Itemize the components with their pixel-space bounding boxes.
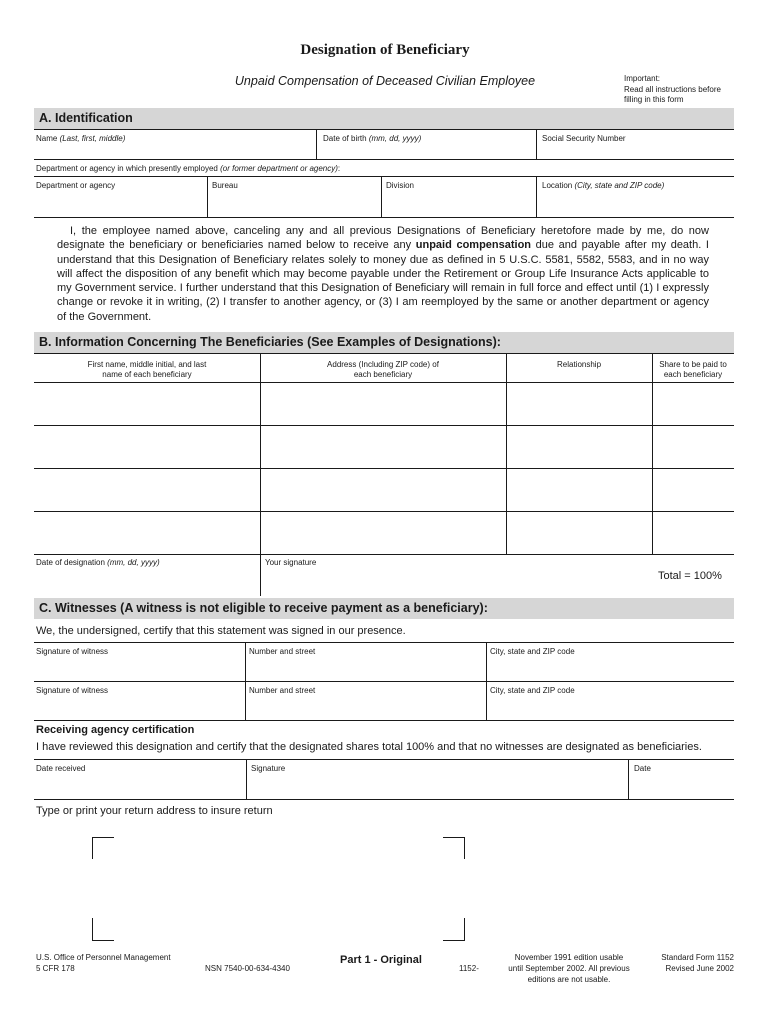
column-header-address [260, 360, 506, 380]
certification-heading: Receiving agency certification [36, 724, 195, 736]
divider [34, 129, 734, 130]
column-header-name [34, 360, 260, 380]
footer-edition-line-2: until September 2002. All previous [508, 964, 630, 973]
footer-standard-form [648, 952, 734, 974]
corner-mark [92, 837, 93, 859]
divider [260, 554, 261, 596]
divider [536, 129, 537, 159]
section-a-heading: A. Identification [34, 108, 734, 129]
name-field-label: Name (Last, first, middle) [36, 134, 126, 143]
your-signature-label: Your signature [265, 558, 317, 567]
divider [536, 176, 537, 217]
column-header-name-line-2: name of each beneficiary [102, 370, 192, 379]
witness-2-street-field[interactable] [248, 698, 484, 718]
total-percentage: Total = 100% [658, 570, 722, 582]
divider [246, 759, 247, 799]
corner-mark [443, 837, 465, 838]
corner-mark [92, 940, 114, 941]
column-header-address-line-1: Address (Including ZIP code) of [327, 360, 439, 369]
divider [34, 642, 734, 643]
column-header-share-line-1: Share to be paid to [659, 360, 727, 369]
division-field[interactable] [384, 193, 534, 215]
beneficiary-relationship-field[interactable] [508, 470, 650, 510]
department-field[interactable] [36, 193, 205, 215]
column-header-address-line-2: each beneficiary [353, 370, 413, 379]
column-header-share-line-2: each beneficiary [663, 370, 723, 379]
witness-2-signature-label: Signature of witness [36, 686, 109, 695]
divider [34, 159, 734, 160]
footer-sf-line-1: Standard Form 1152 [661, 953, 734, 962]
ssn-field-label: Social Security Number [542, 134, 626, 143]
beneficiary-share-field[interactable] [654, 384, 732, 424]
beneficiary-name-field[interactable] [36, 384, 258, 424]
beneficiary-address-field[interactable] [262, 384, 504, 424]
witness-1-signature-label: Signature of witness [36, 647, 109, 656]
date-of-designation-field[interactable] [36, 570, 258, 594]
divider [506, 353, 507, 554]
footer-part: Part 1 - Original [340, 954, 422, 966]
certification-date-label: Date [634, 764, 651, 773]
divider [34, 425, 734, 426]
return-address-field[interactable] [96, 842, 460, 936]
footer-opm-line-1: U.S. Office of Personnel Management [36, 953, 171, 962]
form-title: Designation of Beneficiary [300, 42, 470, 58]
section-b-heading: B. Information Concerning The Beneficiaries (See Examples of Designations): [34, 332, 734, 353]
dob-field-label: Date of birth (mm, dd, yyyy) [323, 134, 422, 143]
beneficiary-address-field[interactable] [262, 470, 504, 510]
beneficiary-share-field[interactable] [654, 470, 732, 510]
divider [34, 468, 734, 469]
form-subtitle: Unpaid Compensation of Deceased Civilian Employee [234, 74, 536, 88]
footer-edition [494, 952, 644, 985]
footer-opm-line-2: 5 CFR 178 [36, 964, 75, 973]
witness-2-city-label: City, state and ZIP code [490, 686, 575, 695]
divider [34, 759, 734, 760]
beneficiary-name-field[interactable] [36, 513, 258, 553]
divider [34, 176, 734, 177]
corner-mark [464, 837, 465, 859]
divider [34, 681, 734, 682]
witness-2-signature-field[interactable] [36, 698, 243, 718]
divider [34, 554, 734, 555]
column-header-name-line-1: First name, middle initial, and last [87, 360, 207, 369]
footer-edition-line-1: November 1991 edition usable [514, 953, 624, 962]
dob-field[interactable] [319, 140, 534, 158]
beneficiary-relationship-field[interactable] [508, 427, 650, 467]
divider [34, 217, 734, 218]
divider [34, 353, 734, 354]
important-line-2: Read all instructions before [624, 84, 721, 94]
witness-1-street-field[interactable] [248, 659, 484, 679]
date-received-label: Date received [36, 764, 86, 773]
divider [316, 129, 317, 159]
footer-sf-line-2: Revised June 2002 [665, 964, 734, 973]
location-field[interactable] [539, 193, 732, 215]
certification-signature-label: Signature [251, 764, 286, 773]
footer-form-number: 1152- [459, 964, 479, 973]
your-signature-field[interactable] [263, 570, 643, 594]
location-field-label: Location (City, state and ZIP code) [542, 181, 665, 190]
certification-date-field[interactable] [631, 776, 732, 797]
column-header-relationship: Relationship [556, 360, 602, 369]
name-field[interactable] [36, 140, 314, 158]
bureau-field-label: Bureau [212, 181, 238, 190]
footer-opm [36, 952, 171, 974]
beneficiary-relationship-field[interactable] [508, 513, 650, 553]
section-c-heading: C. Witnesses (A witness is not eligible to receive payment as a beneficiary): [34, 598, 734, 619]
bureau-field[interactable] [210, 193, 379, 215]
certification-signature-field[interactable] [249, 776, 626, 797]
witness-intro: We, the undersigned, certify that this statement was signed in our presence. [36, 625, 406, 637]
corner-mark [464, 918, 465, 940]
witness-1-city-label: City, state and ZIP code [490, 647, 575, 656]
designation-statement: I, the employee named above, canceling any and all previous Designations of Beneficiary heretofore made by me, do now designate the beneficiary or beneficiaries named below to receive any unpaid compensation due and payable after my death. I understand that this Designation of Beneficiary relates solely to money due as defined in 5 U.S.C. 5581, 5582, 5583, and in no way will affect the disposition of any benefit which may become payable under the Retirement or Group Life Insurance Acts applicable to my Government service. I further understand that this Designation of Beneficiary will remain in full force and effect until (1) I expressly change or revoke it in writing, (2) I transfer to another agency, or (3) I am reemployed by the same or another department or agency of the Government. [57, 225, 709, 323]
beneficiary-name-field[interactable] [36, 427, 258, 467]
date-received-field[interactable] [36, 776, 244, 797]
department-intro-label: Department or agency in which presently employed (or former department or agency): [36, 164, 341, 173]
witness-1-signature-field[interactable] [36, 659, 243, 679]
ssn-field[interactable] [539, 140, 732, 158]
witness-2-city-field[interactable] [489, 698, 732, 718]
divider [628, 759, 629, 799]
beneficiary-share-field[interactable] [654, 513, 732, 553]
divider [207, 176, 208, 217]
footer-nsn: NSN 7540-00-634-4340 [205, 964, 290, 973]
divider [652, 353, 653, 554]
beneficiary-relationship-field[interactable] [508, 384, 650, 424]
witness-1-city-field[interactable] [489, 659, 732, 679]
beneficiary-name-field[interactable] [36, 470, 258, 510]
certification-text: I have reviewed this designation and certify that the designated shares total 100% and that no witnesses are designated as beneficiaries. [36, 741, 702, 753]
corner-mark [92, 918, 93, 940]
witness-2-street-label: Number and street [249, 686, 316, 695]
witness-1-street-label: Number and street [249, 647, 316, 656]
important-line-3: filling in this form [624, 95, 684, 104]
footer-edition-line-3: editions are not usable. [527, 975, 611, 984]
date-of-designation-label: Date of designation (mm, dd, yyyy) [36, 558, 160, 567]
divider [34, 511, 734, 512]
beneficiary-address-field[interactable] [262, 427, 504, 467]
department-field-label: Department or agency [36, 181, 116, 190]
return-address-label: Type or print your return address to insure return [36, 805, 273, 817]
corner-mark [443, 940, 465, 941]
divider [34, 382, 734, 383]
divider [34, 799, 734, 800]
divider [260, 353, 261, 554]
corner-mark [92, 837, 114, 838]
divider [381, 176, 382, 217]
beneficiary-address-field[interactable] [262, 513, 504, 553]
important-note [624, 74, 721, 106]
important-line-1: Important: [624, 74, 661, 83]
column-header-share [652, 360, 734, 380]
division-field-label: Division [386, 181, 415, 190]
divider [34, 720, 734, 721]
beneficiary-share-field[interactable] [654, 427, 732, 467]
